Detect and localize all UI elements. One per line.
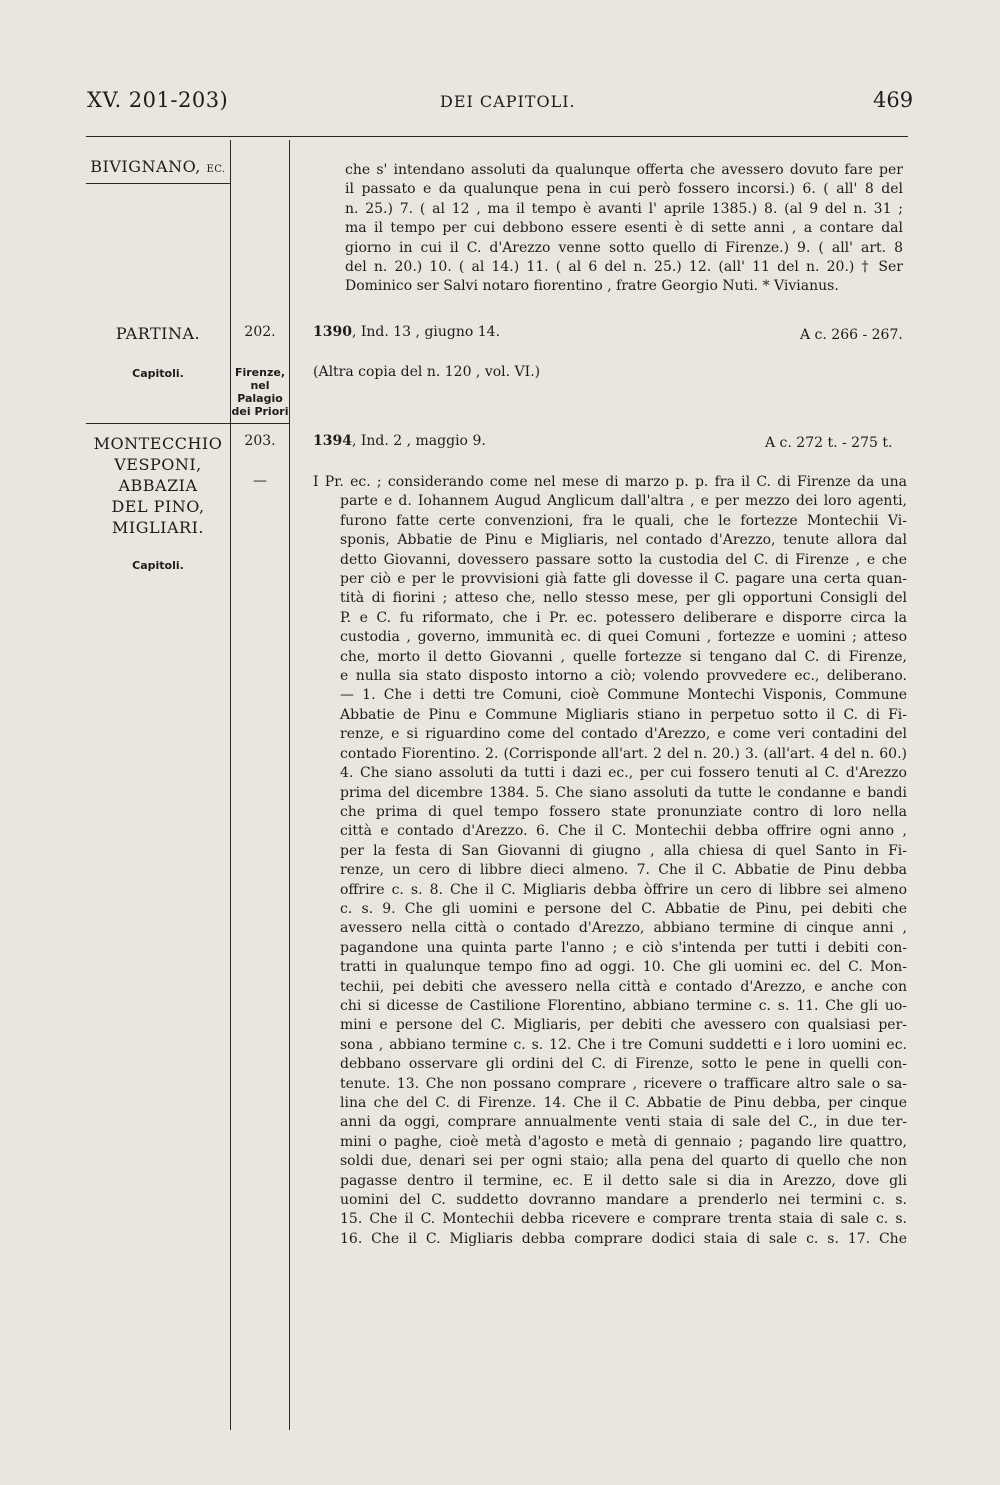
entry-201-text [345, 161, 903, 297]
text-line: città e contado d'Arezzo. 6. Che il C. Montechii debba offrire ogni anno , [340, 823, 907, 840]
place-line: MIGLIARI. [112, 518, 204, 537]
text-line: 15. Che il C. Montechii debba ricevere e comprare trenta staia di sale c. s. [340, 1211, 907, 1228]
text-line: c. s. 9. Che gli uomini e persone del C. Abbatie de Pinu, pei debiti che [340, 900, 907, 917]
text-line: I Pr. ec. ; considerando come nel mese di marzo p. p. fra il C. di Firenze da una [313, 474, 907, 490]
entry-202-note: (Altra copia del n. 120 , vol. VI.) [313, 364, 541, 380]
entry-202-place: PARTINA. [115, 324, 201, 343]
entry-203-folio: A c. 272 t. - 275 t. [765, 435, 893, 451]
text-line: techii, pei debiti che avessero nella città e contado d'Arezzo, e anche con [340, 978, 907, 995]
text-line: che s' intendano assoluti da qualunque offerta che avessero dovuto fare per [345, 162, 903, 178]
text-line: pagandone una quinta parte l'anno ; e ciò s'intenda per tutti i debiti con- [340, 939, 907, 956]
text-line: detto Giovanni, dovessero passare sotto la custodia del C. di Firenze , e che [340, 551, 907, 568]
text-line: 16. Che il C. Migliaris debba comprare dodici staia di sale c. s. 17. Che [340, 1230, 907, 1247]
entry-201-place-name: BIVIGNANO, [90, 157, 201, 176]
text-line: giorno in cui il C. d'Arezzo venne sotto quello di Firenze.) 9. ( all' art. 8 [345, 239, 903, 256]
place-line: DEL PINO, [111, 497, 205, 516]
text-line: parte e d. Iohannem Augud Anglicum dall'altra , e per mezzo dei loro agenti, [340, 493, 907, 510]
entry-203-number: 203. [244, 433, 276, 449]
entry-202-folio: A c. 266 - 267. [800, 327, 903, 343]
text-line: prima del dicembre 1384. 5. Che siano assoluti da tutte le condanne e bandi [340, 784, 907, 801]
divider-201 [86, 183, 230, 184]
header-rule [86, 136, 908, 137]
text-line: sona , abbiano termine c. s. 12. Che i tre Comuni suddetti e i loro uomini ec. [340, 1036, 907, 1053]
text-line: lina che del C. di Firenze. 14. Che il C. Abbatie de Pinu debba, per cinque [340, 1095, 907, 1111]
text-line: Dominico ser Salvi notaro fiorentino , fratre Georgio Nuti. * Vivianus. [345, 278, 839, 295]
entry-203-date [313, 433, 486, 449]
entry-202-location [231, 366, 289, 418]
text-line: — 1. Che i detti tre Comuni, cioè Commune Montechi Visponis, Commune [340, 687, 907, 704]
location-line: nel Palagio [237, 379, 283, 405]
page-number: 469 [873, 88, 914, 112]
place-line: ABBAZIA [118, 476, 198, 495]
location-line: Firenze, [234, 366, 286, 379]
entry-201-place [86, 156, 230, 180]
text-line: renze, un cero di libbre dieci almeno. 7. Che il C. Abbatie de Pinu debba [340, 862, 907, 879]
entry-203-label: Capitoli. [132, 559, 184, 572]
text-line: uomini del C. suddetto dovranno mandare a prenderlo nei termini c. s. [340, 1192, 907, 1209]
entry-201-place-suffix: EC. [206, 164, 226, 175]
text-line: il passato e da qualunque pena in cui però fossero incorsi.) 6. ( all' 8 del [345, 181, 903, 198]
text-line: debbano osservare gli ordini del C. di Firenze, sotto le pene in quelli con- [340, 1056, 907, 1073]
text-line: e nulla sia stato disposto intorno a ciò; volendo provvedere ec., deliberano. [340, 668, 907, 685]
text-line: furono fatte certe convenzioni, fra le quali, che le fortezze Montechii Vi- [340, 512, 907, 529]
entry-202-number: 202. [244, 324, 276, 340]
text-line: chi si dicesse de Castilione Florentino, abbiano termine c. s. 11. Che gli uo- [340, 997, 907, 1014]
entry-203-text [313, 473, 907, 1249]
text-line: anni da oggi, comprare annualmente venti staia di sale del C., in due ter- [340, 1114, 907, 1131]
entry-202-date [313, 324, 500, 340]
text-line: tenute. 13. Che non possano comprare , ricevere o trafficare altro sale o sa- [340, 1075, 907, 1092]
place-line: VESPONI, [114, 455, 202, 474]
text-line: per ciò e per le provvisioni già fatte gli dovesse il C. pagare una certa quan- [340, 571, 907, 588]
entry-203-place [86, 433, 230, 538]
entry-203-dash: — [253, 473, 267, 489]
entry-202-date-rest: , Ind. 13 , giugno 14. [351, 324, 501, 340]
header-section-range: XV. 201-203) [87, 88, 229, 112]
text-line: offrire c. s. 8. Che il C. Migliaris debba òffrire un cero di libbre sei almeno [340, 881, 907, 898]
divider-202-mid [231, 423, 289, 424]
text-line: custodia , governo, immunità ec. di quei Comuni , fortezze e uomini ; atteso [340, 629, 907, 646]
text-line: pagasse dentro il termine, ec. E il detto sale si dia in Arezzo, dove gli [340, 1172, 907, 1189]
entry-203-year: 1394 [313, 433, 352, 449]
page-header [0, 88, 1000, 122]
text-line: del n. 20.) 10. ( al 14.) 11. ( al 6 del n. 25.) 12. (all' 11 del n. 20.) † Ser [345, 259, 903, 276]
text-line: mini o paghe, cioè metà d'agosto e metà di gennaio ; pagando lire quattro, [340, 1133, 907, 1150]
text-line: 4. Che siano assoluti da tutti i dazi ec., per cui fossero tenuti al C. d'Arezzo [340, 765, 907, 782]
text-line: P. e C. fu riformato, che i Pr. ec. potessero deliberare e disporre circa la [340, 609, 907, 626]
text-line: sponis, Abbatie de Pinu e Migliaris, nel contado d'Arezzo, tenute allora dal [340, 532, 907, 549]
entry-202-year: 1390 [313, 324, 352, 340]
text-line: renze, e si riguardino come del contado d'Arezzo, e come veri contadini del [340, 726, 907, 743]
text-line: mini e persone del C. Migliaris, per debiti che avessero con qualsiasi per- [340, 1017, 907, 1034]
entry-202-label: Capitoli. [132, 367, 184, 380]
entry-203-date-rest: , Ind. 2 , maggio 9. [351, 433, 486, 449]
text-line: che, morto il detto Giovanni , quelle fortezze si tengano dal C. di Firenze, [340, 648, 907, 665]
divider-202 [86, 423, 230, 424]
header-title: DEI CAPITOLI. [440, 92, 576, 111]
text-line: avessero nella città o contado d'Arezzo, abbiano termine di cinque anni , [340, 920, 907, 937]
text-line: tità di fiorini ; atteso che, nello stesso mese, per gli opportuni Consigli del [340, 590, 907, 607]
column-divider-right [289, 140, 290, 1430]
text-line: n. 25.) 7. ( al 12 , ma il tempo è avanti l' aprile 1385.) 8. (al 9 del n. 31 ; [345, 200, 903, 217]
text-line: che prima di quel tempo fossero state pronunziate contro di loro nella [340, 803, 907, 820]
text-line: soldi due, denari sei per ogni staio; alla pena del quarto di quello che non [340, 1153, 907, 1170]
text-line: ma il tempo per cui debbono essere esenti è di sette anni , a contare dal [345, 220, 903, 237]
text-line: Abbatie de Pinu e Commune Migliaris stiano in perpetuo sotto il C. di Fi- [340, 706, 907, 723]
location-line: dei Priori [231, 405, 289, 418]
text-line: tratti in qualunque tempo fino ad oggi. 10. Che gli uomini ec. del C. Mon- [340, 959, 907, 976]
text-line: contado Fiorentino. 2. (Corrisponde all'art. 2 del n. 20.) 3. (all'art. 4 del n. 60.) [340, 745, 907, 762]
place-line: MONTECCHIO [93, 434, 223, 453]
text-line: per la festa di San Giovanni di giugno , alla chiesa di quel Santo in Fi- [340, 842, 907, 859]
